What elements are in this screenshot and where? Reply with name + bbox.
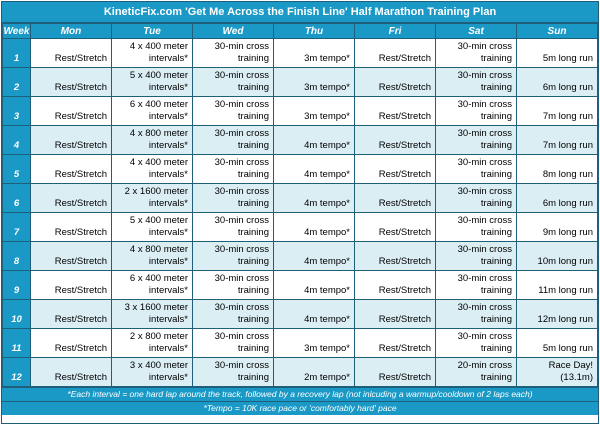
fri-cell: Rest/Stretch: [355, 213, 436, 242]
wed-cell-line: training: [237, 314, 269, 325]
tue-cell-line: intervals*: [148, 343, 188, 354]
wed-cell-line: training: [237, 198, 269, 209]
fri-cell: Rest/Stretch: [355, 300, 436, 329]
sun-cell-line: [521, 331, 593, 343]
tue-cell-line: 4 x 400 meter: [129, 41, 188, 52]
sun-cell: [517, 155, 598, 184]
sat-cell-line: training: [480, 169, 512, 180]
wed-cell: [193, 155, 274, 184]
sun-cell-line: [521, 273, 593, 285]
tue-cell-line: intervals*: [148, 169, 188, 180]
sun-cell-line: [521, 157, 593, 169]
sat-cell-line: 30-min cross: [457, 331, 512, 342]
wed-cell: [193, 213, 274, 242]
table-row: [3, 271, 598, 300]
thu-cell: 3m tempo*: [274, 329, 355, 358]
wed-cell-line: training: [237, 169, 269, 180]
sun-cell: [517, 184, 598, 213]
header-mon: Mon: [31, 24, 112, 39]
tue-cell: [112, 97, 193, 126]
table-row: [3, 242, 598, 271]
header-row: [3, 24, 598, 39]
tue-cell: [112, 300, 193, 329]
sat-cell: [436, 97, 517, 126]
sun-cell-line: [521, 215, 593, 227]
wed-cell-line: 30-min cross: [214, 186, 269, 197]
sat-cell-line: 30-min cross: [457, 157, 512, 168]
thu-cell: 2m tempo*: [274, 358, 355, 387]
header-fri: Fri: [355, 24, 436, 39]
wed-cell-line: 30-min cross: [214, 128, 269, 139]
wed-cell: [193, 97, 274, 126]
sun-cell-line: (13.1m): [560, 372, 593, 383]
sun-cell-line: [521, 70, 593, 82]
week-number: 8: [3, 242, 31, 271]
tue-cell-line: intervals*: [148, 53, 188, 64]
plan-title: KineticFix.com 'Get Me Across the Finish Line' Half Marathon Training Plan: [2, 2, 598, 23]
thu-cell: 4m tempo*: [274, 300, 355, 329]
tue-cell-line: intervals*: [148, 285, 188, 296]
tue-cell: [112, 39, 193, 68]
mon-cell: Rest/Stretch: [31, 358, 112, 387]
sat-cell-line: training: [480, 140, 512, 151]
training-plan-sheet: [1, 1, 599, 424]
sat-cell-line: training: [480, 314, 512, 325]
table-body: [3, 39, 598, 387]
tue-cell-line: intervals*: [148, 256, 188, 267]
tue-cell-line: intervals*: [148, 314, 188, 325]
tue-cell-line: 6 x 400 meter: [129, 99, 188, 110]
sat-cell: [436, 39, 517, 68]
mon-cell: Rest/Stretch: [31, 329, 112, 358]
thu-cell: 4m tempo*: [274, 184, 355, 213]
wed-cell-line: training: [237, 111, 269, 122]
table-row: [3, 358, 598, 387]
tue-cell: [112, 271, 193, 300]
week-number: 12: [3, 358, 31, 387]
sat-cell-line: training: [480, 111, 512, 122]
wed-cell: [193, 358, 274, 387]
sun-cell-line: 10m long run: [537, 256, 593, 267]
fri-cell: Rest/Stretch: [355, 126, 436, 155]
sun-cell: [517, 97, 598, 126]
fri-cell: Rest/Stretch: [355, 97, 436, 126]
sat-cell-line: 30-min cross: [457, 70, 512, 81]
sun-cell-line: [521, 41, 593, 53]
sat-cell: [436, 242, 517, 271]
thu-cell: 4m tempo*: [274, 242, 355, 271]
wed-cell: [193, 300, 274, 329]
tue-cell-line: 2 x 800 meter: [129, 331, 188, 342]
footnote-interval: *Each interval = one hard lap around the track, followed by a recovery lap (not inlcuding a warmup/cooldown of 2 laps each): [2, 387, 598, 401]
sat-cell: [436, 300, 517, 329]
table-row: [3, 97, 598, 126]
tue-cell-line: 5 x 400 meter: [129, 70, 188, 81]
tue-cell-line: 4 x 400 meter: [129, 157, 188, 168]
wed-cell-line: 30-min cross: [214, 244, 269, 255]
fri-cell: Rest/Stretch: [355, 271, 436, 300]
sat-cell-line: 30-min cross: [457, 273, 512, 284]
tue-cell-line: intervals*: [148, 111, 188, 122]
sun-cell-line: 11m long run: [538, 285, 593, 296]
tue-cell: [112, 126, 193, 155]
sat-cell-line: 30-min cross: [457, 99, 512, 110]
wed-cell-line: training: [237, 140, 269, 151]
sat-cell-line: training: [480, 227, 512, 238]
thu-cell: 4m tempo*: [274, 126, 355, 155]
wed-cell: [193, 184, 274, 213]
table-row: [3, 39, 598, 68]
sun-cell-line: [521, 244, 593, 256]
sat-cell: [436, 68, 517, 97]
table-row: [3, 155, 598, 184]
week-number: 2: [3, 68, 31, 97]
mon-cell: Rest/Stretch: [31, 155, 112, 184]
wed-cell: [193, 126, 274, 155]
sat-cell-line: 30-min cross: [457, 186, 512, 197]
sun-cell-line: 5m long run: [542, 53, 593, 64]
mon-cell: Rest/Stretch: [31, 271, 112, 300]
tue-cell: [112, 213, 193, 242]
tue-cell-line: 5 x 400 meter: [129, 215, 188, 226]
sun-cell: [517, 271, 598, 300]
week-number: 1: [3, 39, 31, 68]
wed-cell-line: 30-min cross: [214, 273, 269, 284]
fri-cell: Rest/Stretch: [355, 68, 436, 97]
wed-cell-line: 30-min cross: [214, 157, 269, 168]
sun-cell-line: [521, 186, 593, 198]
sun-cell: [517, 213, 598, 242]
tue-cell: [112, 184, 193, 213]
sun-cell: [517, 39, 598, 68]
thu-cell: 3m tempo*: [274, 97, 355, 126]
sun-cell-line: [521, 128, 593, 140]
sat-cell: [436, 271, 517, 300]
fri-cell: Rest/Stretch: [355, 184, 436, 213]
week-number: 9: [3, 271, 31, 300]
sat-cell-line: 30-min cross: [457, 244, 512, 255]
sat-cell-line: training: [480, 82, 512, 93]
sat-cell: [436, 155, 517, 184]
sat-cell: [436, 126, 517, 155]
thu-cell: 4m tempo*: [274, 213, 355, 242]
wed-cell: [193, 242, 274, 271]
sat-cell-line: 20-min cross: [457, 360, 512, 371]
table-row: [3, 300, 598, 329]
week-number: 3: [3, 97, 31, 126]
tue-cell-line: 3 x 400 meter: [129, 360, 188, 371]
mon-cell: Rest/Stretch: [31, 39, 112, 68]
sun-cell: [517, 242, 598, 271]
week-number: 5: [3, 155, 31, 184]
wed-cell-line: training: [237, 343, 269, 354]
sat-cell-line: 30-min cross: [457, 302, 512, 313]
sun-cell: [517, 300, 598, 329]
fri-cell: Rest/Stretch: [355, 242, 436, 271]
week-number: 6: [3, 184, 31, 213]
footnote-tempo: *Tempo = 10K race pace or 'comfortably hard' pace: [2, 401, 598, 415]
thu-cell: 3m tempo*: [274, 39, 355, 68]
tue-cell-line: intervals*: [148, 140, 188, 151]
tue-cell-line: 6 x 400 meter: [129, 273, 188, 284]
header-sun: Sun: [517, 24, 598, 39]
sun-cell: [517, 126, 598, 155]
mon-cell: Rest/Stretch: [31, 126, 112, 155]
table-row: [3, 213, 598, 242]
sat-cell-line: training: [480, 343, 512, 354]
wed-cell-line: 30-min cross: [214, 215, 269, 226]
sat-cell-line: 30-min cross: [457, 41, 512, 52]
tue-cell: [112, 155, 193, 184]
week-number: 10: [3, 300, 31, 329]
tue-cell-line: intervals*: [148, 198, 188, 209]
mon-cell: Rest/Stretch: [31, 300, 112, 329]
week-number: 11: [3, 329, 31, 358]
tue-cell: [112, 68, 193, 97]
wed-cell: [193, 68, 274, 97]
fri-cell: Rest/Stretch: [355, 358, 436, 387]
sat-cell: [436, 358, 517, 387]
header-week: Week: [3, 25, 30, 37]
sat-cell-line: 30-min cross: [457, 128, 512, 139]
tue-cell: [112, 329, 193, 358]
table-row: [3, 329, 598, 358]
sat-cell-line: 30-min cross: [457, 215, 512, 226]
wed-cell-line: 30-min cross: [214, 302, 269, 313]
fri-cell: Rest/Stretch: [355, 329, 436, 358]
sun-cell: [517, 68, 598, 97]
tue-cell-line: 3 x 1600 meter: [124, 302, 188, 313]
header-wed: Wed: [193, 24, 274, 39]
sun-cell-line: 7m long run: [542, 140, 593, 151]
table-row: [3, 68, 598, 97]
training-table: [2, 23, 598, 387]
week-number: 4: [3, 126, 31, 155]
tue-cell: [112, 242, 193, 271]
sat-cell: [436, 184, 517, 213]
sun-cell-line: [521, 99, 593, 111]
sun-cell-line: 7m long run: [542, 111, 593, 122]
header-sat: Sat: [436, 24, 517, 39]
thu-cell: 3m tempo*: [274, 68, 355, 97]
sat-cell-line: training: [480, 285, 512, 296]
tue-cell: [112, 358, 193, 387]
tue-cell-line: 2 x 1600 meter: [124, 186, 188, 197]
thu-cell: 4m tempo*: [274, 155, 355, 184]
sun-cell: [517, 358, 598, 387]
fri-cell: Rest/Stretch: [355, 39, 436, 68]
sat-cell: [436, 329, 517, 358]
wed-cell-line: training: [237, 372, 269, 383]
wed-cell-line: training: [237, 82, 269, 93]
table-row: [3, 184, 598, 213]
sat-cell: [436, 213, 517, 242]
sun-cell-line: 8m long run: [542, 169, 593, 180]
thu-cell: 4m tempo*: [274, 271, 355, 300]
wed-cell-line: training: [237, 256, 269, 267]
wed-cell-line: training: [237, 285, 269, 296]
header-tue: Tue: [112, 24, 193, 39]
sun-cell-line: [521, 302, 593, 314]
wed-cell-line: 30-min cross: [214, 70, 269, 81]
sun-cell-line: 9m long run: [542, 227, 593, 238]
mon-cell: Rest/Stretch: [31, 97, 112, 126]
sat-cell-line: training: [480, 53, 512, 64]
tue-cell-line: intervals*: [148, 82, 188, 93]
sun-cell-line: 5m long run: [542, 343, 593, 354]
wed-cell: [193, 271, 274, 300]
sun-cell-line: 12m long run: [537, 314, 593, 325]
mon-cell: Rest/Stretch: [31, 213, 112, 242]
wed-cell-line: 30-min cross: [214, 99, 269, 110]
mon-cell: Rest/Stretch: [31, 242, 112, 271]
sat-cell-line: training: [480, 198, 512, 209]
sun-cell-line: Race Day!: [548, 360, 593, 371]
table-row: [3, 126, 598, 155]
wed-cell-line: 30-min cross: [214, 360, 269, 371]
wed-cell-line: 30-min cross: [214, 331, 269, 342]
wed-cell-line: training: [237, 53, 269, 64]
sat-cell-line: training: [480, 372, 512, 383]
wed-cell: [193, 329, 274, 358]
wed-cell-line: training: [237, 227, 269, 238]
fri-cell: Rest/Stretch: [355, 155, 436, 184]
sat-cell-line: training: [480, 256, 512, 267]
tue-cell-line: intervals*: [148, 227, 188, 238]
header-thu: Thu: [274, 24, 355, 39]
sun-cell-line: 6m long run: [542, 82, 593, 93]
tue-cell-line: 4 x 800 meter: [129, 244, 188, 255]
week-number: 7: [3, 213, 31, 242]
mon-cell: Rest/Stretch: [31, 184, 112, 213]
sun-cell-line: 6m long run: [542, 198, 593, 209]
wed-cell: [193, 39, 274, 68]
sun-cell: [517, 329, 598, 358]
mon-cell: Rest/Stretch: [31, 68, 112, 97]
tue-cell-line: 4 x 800 meter: [129, 128, 188, 139]
tue-cell-line: intervals*: [148, 372, 188, 383]
wed-cell-line: 30-min cross: [214, 41, 269, 52]
